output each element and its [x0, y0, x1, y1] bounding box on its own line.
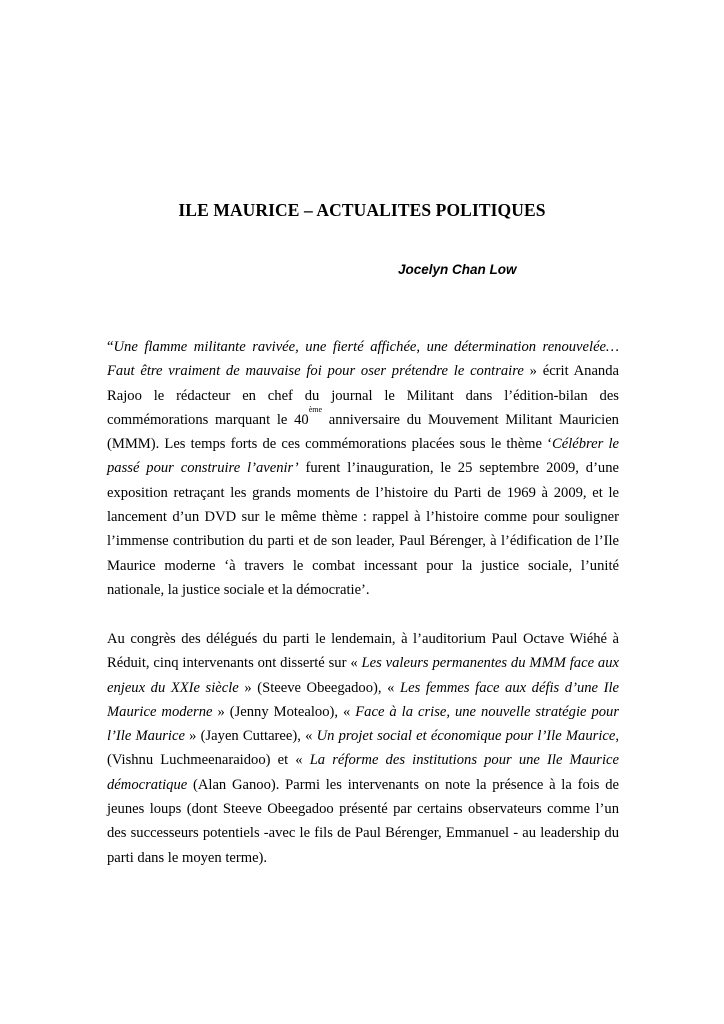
paragraph-2-segment-7: » (Jayen Cuttaree), «: [184, 728, 317, 745]
paragraph-2-topic-4: Un projet social et économique pour l’Ile Maurice: [316, 728, 616, 745]
author-name: Jocelyn Chan Low: [398, 262, 517, 277]
paragraph-2-segment-9: , (Vishnu Luchmeenaraidoo) et «: [107, 728, 619, 769]
body-paragraph-2: [107, 627, 619, 870]
paragraph-2-segment-11: (Alan Ganoo). Parmi les intervenants on note la présence à la fois de jeunes loups (dont Steeve Obeegadoo présenté par certains observateurs comme l’un des successeurs potentiels -avec le fils de Paul Bérenger, Emmanuel - au leadership du parti dans le moyen terme).: [107, 776, 619, 866]
paragraph-1-segment-7: furent l’inauguration, le 25 septembre 2009, d’une exposition retraçant les grands moments de l’histoire du Parti de 1969 à 2009, et le lancement d’un DVD sur le même thème : rappel à l’histoire comme pour souligner l’immense contribution du parti et de son leader, Paul Bérenger, à l’édification de l’Ile Maurice moderne ‘à travers le combat incessant pour la justice sociale, l’unité nationale, la justice sociale et la démocratie’.: [107, 460, 619, 598]
paragraph-1-segment-1: “: [107, 339, 114, 355]
paragraph-1-segment-5: anniversaire du Mouvement Militant Mauricien (MMM). Les temps forts de ces commémorations placées sous le thème ‘: [107, 411, 619, 453]
paragraph-2-topic-2: Les femmes face aux défis d’une Ile Maurice moderne: [107, 679, 619, 720]
paragraph-2-topic-5: La réforme des institutions pour une Ile Maurice démocratique: [107, 752, 619, 793]
paragraph-2-topic-3: Face à la crise, une nouvelle stratégie pour l’Ile Maurice: [107, 703, 620, 745]
paragraph-1-segment-3: » écrit Ananda Rajoo le rédacteur en chef du journal le Militant dans l’édition-bilan des commémorations marquant le 40: [107, 363, 619, 428]
paragraph-2-segment-1: Au congrès des délégués du parti le lendemain, à l’auditorium Paul Octave Wiéhé à Réduit, cinq intervenants ont disserté sur «: [107, 631, 619, 672]
paragraph-2-segment-3: » (Steeve Obeegadoo), «: [238, 679, 400, 696]
paragraph-1-quote: Une flamme militante ravivée, une fierté affichée, une détermination renouvelée… Faut être vraiment de mauvaise foi pour oser prétendre le contraire: [107, 339, 619, 380]
document-title: ILE MAURICE – ACTUALITES POLITIQUES: [178, 200, 546, 220]
paragraph-2-topic-1: Les valeurs permanentes du MMM face aux enjeux du XXIe siècle: [107, 655, 619, 696]
paragraph-2-segment-5: » (Jenny Motealoo), «: [212, 703, 356, 720]
paragraph-1-theme-quote: Célébrer le passé pour construire l’avenir’: [107, 436, 619, 477]
body-paragraph-1: [107, 335, 619, 602]
ordinal-superscript: ème: [308, 404, 323, 414]
